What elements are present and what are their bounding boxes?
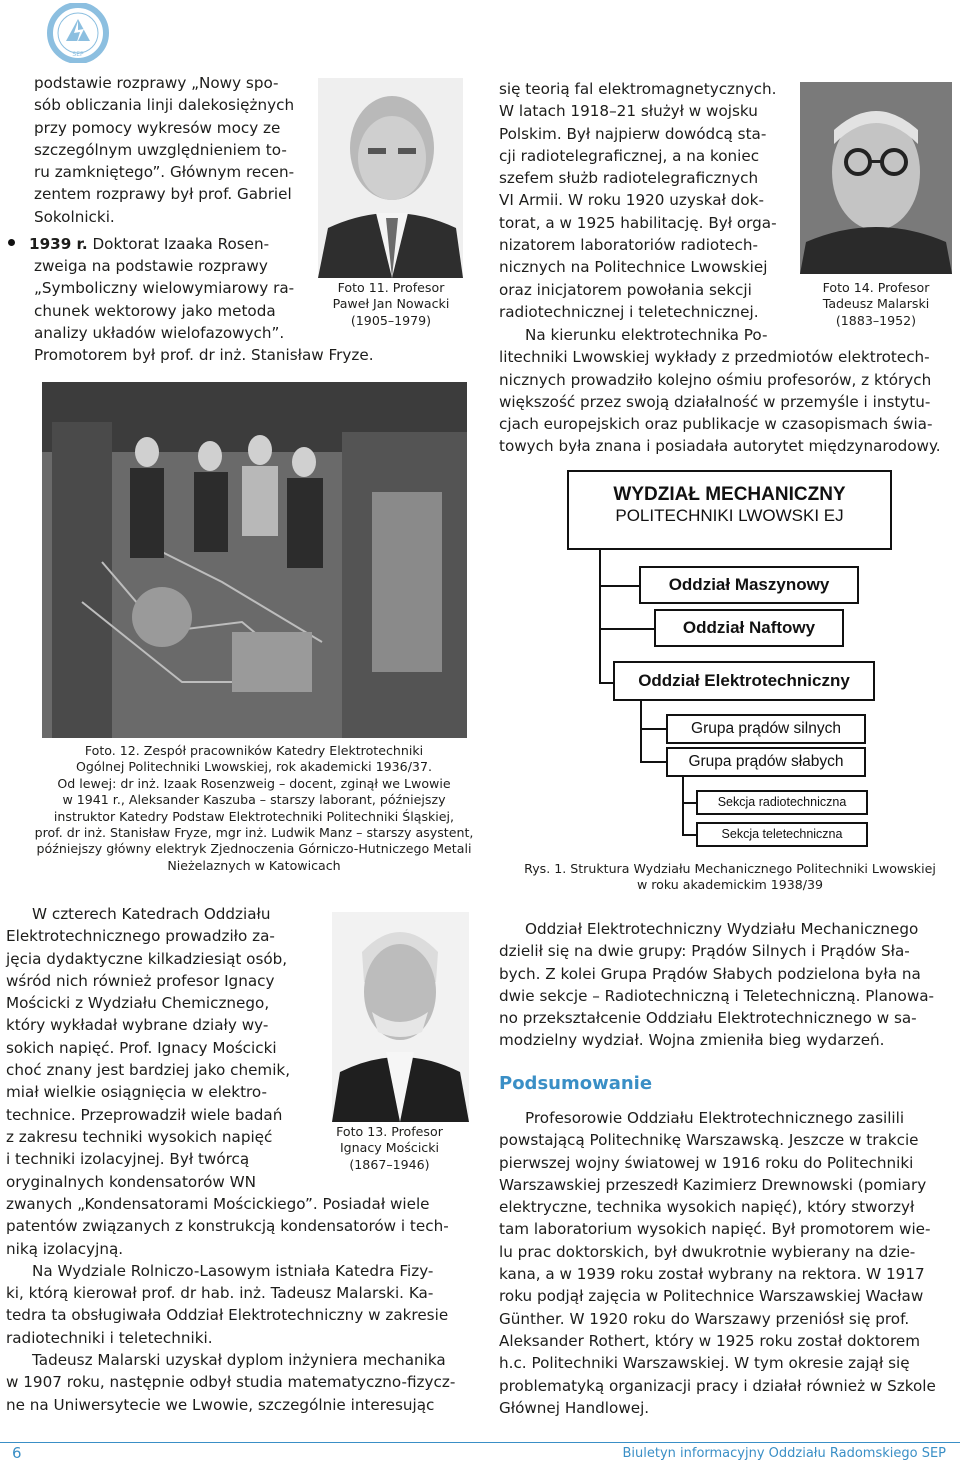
paragraph: zweiga na podstawie rozprawy „Symboliczny wielowymiarowy ra- chunek wektorowy jako metoda analizy układów wielofazowych”. — [34, 257, 295, 342]
col1-bottom-text — [6, 903, 300, 1193]
footer-rule — [0, 1442, 960, 1443]
connector — [599, 585, 639, 587]
caption-foto12: Foto. 12. Zespół pracowników Katedry Elektrotechniki Ogólnej Politechniki Lwowskiej, rok akademicki 1936/37. Od lewej: dr inż. Izaak Rosenzweig – docent, zginął we Lwowie w 1941 r., Aleksander Kaszuba – starszy laborant, późniejszy instruktor Katedry Podstaw Elektrotechniki Politechniki Śląskiej, prof. dr inż. Stanisław Fryze, mgr inż. Ludwik Manz – starszy asystent, późniejszy główny elektryk Zjednoczenia Górniczo-Hutniczego Metali Nieżelaznych w Katowicach — [34, 743, 474, 873]
col1-bottom-text-2 — [6, 1193, 463, 1416]
section-heading-podsumowanie: Podsumowanie — [499, 1073, 653, 1094]
sep-logo — [42, 3, 114, 63]
col1-top-last-line: Promotorem był prof. dr inż. Stanisław Fryze. — [34, 346, 374, 364]
photo-malarski — [800, 82, 952, 274]
sep-logo-icon — [42, 3, 114, 63]
svg-text:SEP: SEP — [72, 51, 84, 58]
connector — [682, 802, 696, 804]
year-label: 1939 r. — [29, 235, 88, 253]
connector — [640, 761, 666, 763]
paragraph: Na kierunku elektrotechnika Po- litechniki Lwowskiej wykłady z przedmiotów elektrotech- nicznych prowadziło kolejno ośmiu profesorów, z których większość przez swoją działalność w przemyśle i instytu- cjach europejskich oraz publikacje w czasopismach świa- towych była znana i posiadała autorytet międzynarodowy. — [499, 326, 941, 456]
paragraph: Profesorowie Oddziału Elektrotechnicznego zasilili powstającą Politechnikę Warszawską. Jeszcze w trakcie pierwszej wojny światowej w 1916 roku do Politechniki Warszawskiej przeszedł Kazimierz Drewnowski (pomiary elektryczne, technika wysokich napięć), który stworzył tam laboratorium wysokich napięć. Był promotorem wie- lu prac doktorskich, był dwukrotnie wybierany na dzie- kana, a w 1939 roku został wybrany na rektora. W 1917 roku podjął zajęcia w Politechnice Warszawskiej Wacław Günther. W 1920 roku do Warszawy przeniósł się prof. Aleksander Rothert, który w 1925 roku został doktorem h.c. Politechniki Warszawskiej. W tym okresie zajął się problematyką organizacji pracy i działał również w Szkole Głównej Handlowej. — [499, 1109, 936, 1417]
footer-title: Biuletyn informacyjny Oddziału Radomskiego SEP — [622, 1446, 946, 1461]
org-box-teletechniczna: Sekcja teletechniczna — [696, 822, 868, 847]
col1-top-text — [34, 72, 309, 228]
paragraph: się teorią fal elektromagnetycznych. W latach 1918–21 służył w wojsku Polskim. Był najpierw dowódcą sta- cji radiotelegraficznej, a na koniec szefem służb radiotelegraficznych VI Armii. W roku 1920 uzyskał dok- torat, a w 1925 habilitację. Był orga- nizatorem laboratoriów radiotech- nicznych na Politechnice Lwowskiej oraz inicjatorem powołania sekcji radiotechnicznej i teletechnicznej. — [499, 80, 777, 321]
org-box-naftowy: Oddział Naftowy — [654, 609, 844, 647]
connector — [682, 834, 696, 836]
org-box-wydzial: WYDZIAŁ MECHANICZNY POLITECHNIKI LWOWSKI EJ — [567, 470, 892, 550]
col2-summary-text — [499, 1107, 955, 1419]
caption-foto14: Foto 14. Profesor Tadeusz Malarski (1883–1952) — [822, 280, 930, 328]
col1-top-text-2 — [34, 255, 309, 344]
paragraph: zwanych „Kondensatorami Mościckiego”. Posiadał wiele patentów związanych z konstrukcją kondensatorów i tech- niką izolacyjną. Na Wydziale Rolniczo-Lasowym istniała Katedra Fizy- ki, którą kierował prof. dr hab. inż. Tadeusz Malarski. Ka- tedra ta obsługiwała Oddział Elektrotechniczny w zakresie radiotechniki i teletechniki. Tadeusz Malarski uzyskał dyplom inżyniera mechanika w 1907 roku, następnie odbył studia matematyczno-fizycz- ne na Uniwersytecie we Lwowie, szczególnie interesując — [6, 1195, 456, 1414]
caption-rys1: Rys. 1. Struktura Wydziału Mechanicznego Politechniki Lwowskiej w roku akademickim 1938/39 — [524, 861, 936, 893]
bullet-1939: 1939 r. Doktorat Izaaka Rosen- — [8, 233, 308, 255]
org-box-radiotechniczna: Sekcja radiotechniczna — [696, 790, 868, 815]
col2-top-text — [499, 78, 784, 323]
connector — [640, 728, 666, 730]
org-box-maszynowy: Oddział Maszynowy — [639, 566, 859, 604]
paragraph: podstawie rozprawy „Nowy spo- sób obliczania linji dalekosiężnych przy pomocy wykresów mocy ze szczególnym uwzględnieniem to- ru zamkniętego”. Głównym recen- zentem rozprawy był prof. Gabriel Sokolnicki. — [34, 74, 295, 226]
caption-foto11: Foto 11. Profesor Paweł Jan Nowacki (1905–1979) — [332, 280, 450, 328]
col2-top-text-2 — [499, 324, 954, 458]
paragraph: Oddział Elektrotechniczny Wydziału Mechanicznego dzielił się na dwie grupy: Prądów Silnych i Prądów Sła- bych. Z kolei Grupa Prądów Słabych podzielona była na dwie sekcje – Radiotechniczną i Teletechniczną. Planowa- no przekształcenie Oddziału Elektrotechnicznego w sa- modzielny wydział. Wojna zmieniła bieg wydarzeń. — [499, 920, 935, 1050]
photo-nowacki — [318, 78, 463, 278]
photo-moscicki — [332, 912, 469, 1122]
bullet-icon — [8, 239, 15, 246]
connector — [599, 550, 601, 684]
caption-foto13: Foto 13. Profesor Ignacy Mościcki (1867–1946) — [336, 1124, 443, 1172]
connector — [599, 682, 613, 684]
connector — [682, 777, 684, 835]
page-number: 6 — [12, 1444, 22, 1462]
connector — [640, 701, 642, 763]
org-box-elektrotechniczny: Oddział Elektrotechniczny — [613, 661, 875, 701]
org-box-slabych: Grupa prądów słabych — [666, 747, 866, 777]
paragraph: W czterech Katedrach Oddziału Elektrotechnicznego prowadziło za- jęcia dydaktyczne kilkadziesiąt osób, wśród nich również profesor Ignacy Mościcki z Wydziału Chemicznego, który wykładał wybrane działy wy- sokich napięć. Prof. Ignacy Mościcki choć znany jest bardziej jako chemik, miał wielkie osiągnięcia w elektro- technice. Przeprowadził wiele badań z zakresu techniki wysokich napięć i techniki izolacyjnej. Był twórcą oryginalnych kondensatorów WN — [6, 905, 291, 1191]
org-box-silnych: Grupa prądów silnych — [666, 714, 866, 744]
connector — [599, 628, 654, 630]
photo-group-katedra — [42, 382, 467, 738]
col2-bottom-text — [499, 918, 955, 1052]
